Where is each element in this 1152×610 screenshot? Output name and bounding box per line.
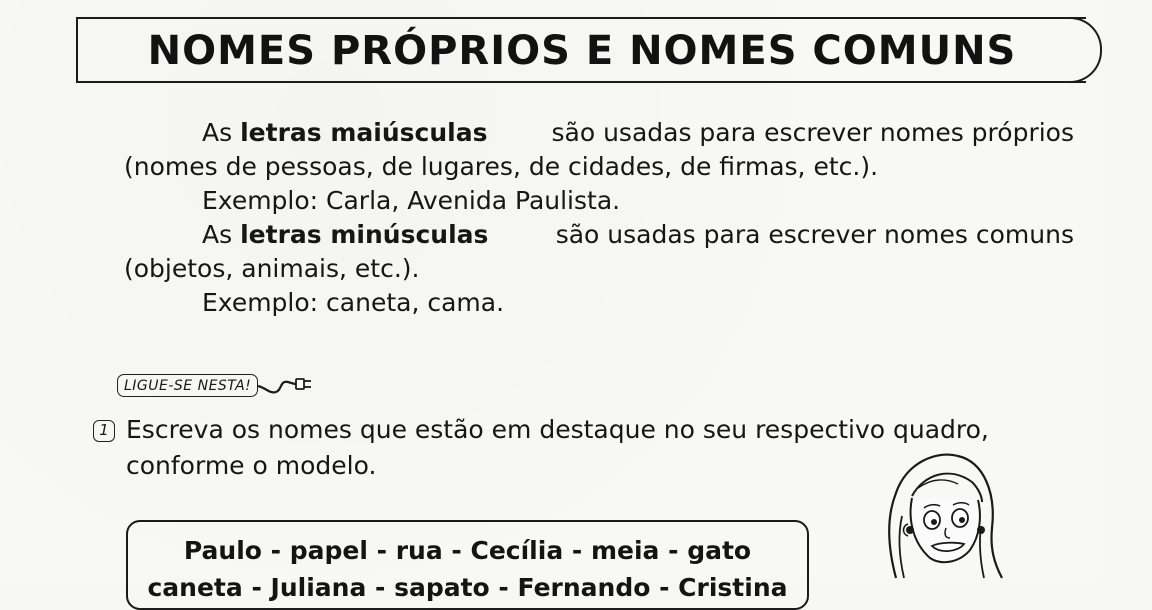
exercise-line2: conforme o modelo. [126,451,377,480]
exercise-line1: Escreva os nomes que estão em destaque no seu respectivo quadro, [126,415,989,444]
page-title: NOMES PRÓPRIOS E NOMES COMUNS [147,28,1017,74]
title-banner [76,17,1086,83]
paragraph-uppercase-line1 [124,116,1074,150]
p1-example: Exemplo: Carla, Avenida Paulista. [202,186,621,215]
p1-line2: (nomes de pessoas, de lugares, de cidades, de firmas, etc.). [124,152,879,181]
p2-pre: As [202,220,233,249]
ligue-tag-label: LIGUE-SE NESTA! [117,374,258,397]
p2-bold-term: letras minúsculas [240,220,489,249]
words-line2: caneta - Juliana - sapato - Fernando - Cristina [147,573,788,602]
p2-example: Exemplo: caneta, cama. [202,288,505,317]
p2-line2: (objetos, animais, etc.). [124,254,420,283]
p1-post: são usadas para escrever nomes próprios [551,118,1074,147]
girl-illustration [866,438,1016,578]
ligue-se-badge [117,372,318,398]
p1-bold-term: letras maiúsculas [240,118,488,147]
exercise-number: 1 [93,420,115,442]
words-box [126,520,809,610]
words-line1: Paulo - papel - rua - Cecília - meia - gato [183,536,752,565]
p1-pre: As [202,118,233,147]
paragraph-lowercase-line1 [124,218,1074,252]
p2-post: são usadas para escrever nomes comuns [555,220,1074,249]
plug-icon [256,372,318,398]
